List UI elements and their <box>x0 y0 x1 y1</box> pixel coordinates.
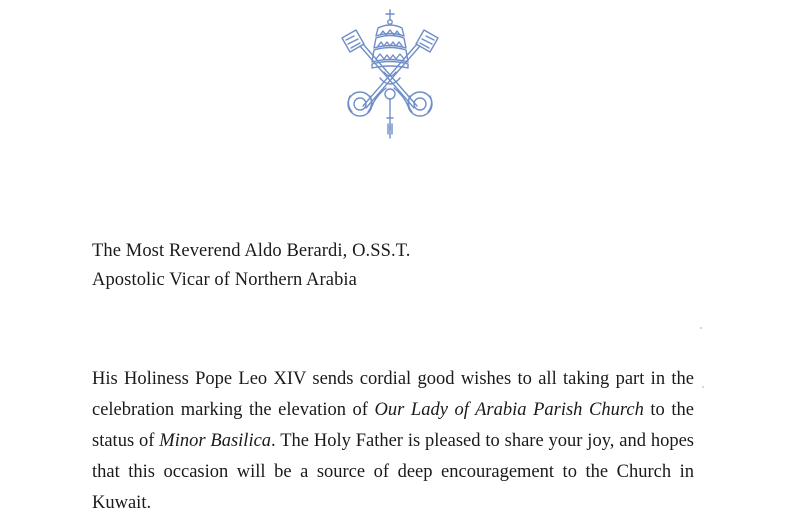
church-name: Our Lady of Arabia Parish Church <box>374 400 644 420</box>
recipient-name: The Most Reverend Aldo Berardi, O.SS.T. <box>92 241 411 261</box>
recipient-title: Apostolic Vicar of Northern Arabia <box>92 270 357 290</box>
status-name: Minor Basilica <box>159 431 272 451</box>
message-text-1: His Holiness Pope Leo XIV sends cordial good wishes to all taking part in the celebration marking the elevation of <box>92 369 694 420</box>
message-text-2: to the status of <box>92 400 694 451</box>
message-text-3: . The Holy Father is pleased to share your joy, and hopes that this occasion will be a source of deep encouragement to the Church in Kuwait. <box>92 431 694 513</box>
scan-speck <box>700 327 702 329</box>
message-paragraph <box>92 364 694 519</box>
scan-speck <box>702 386 704 388</box>
recipient-block <box>92 237 411 295</box>
papal-emblem-icon <box>334 8 446 142</box>
